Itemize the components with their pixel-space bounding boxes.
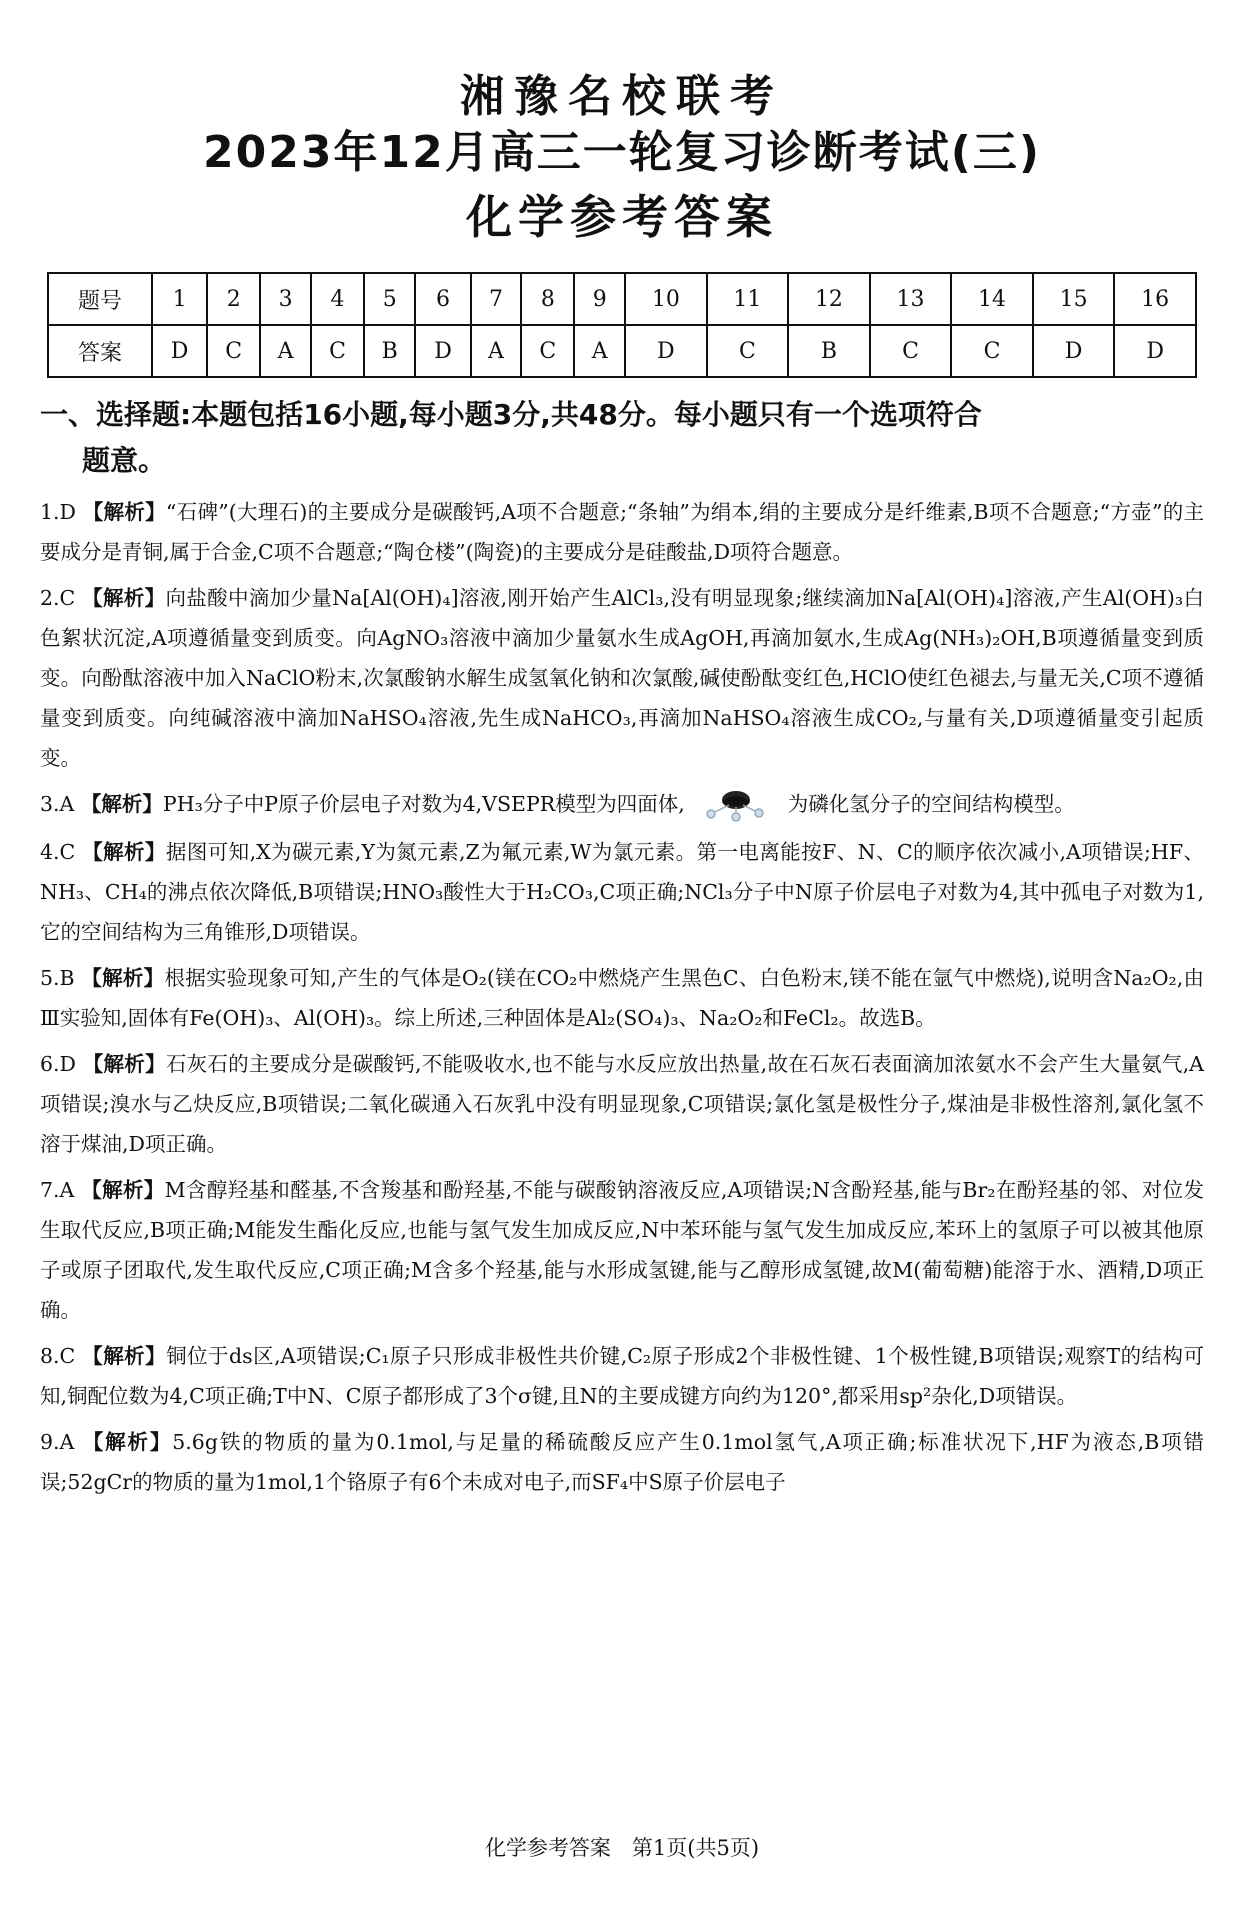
answer-cell: A: [574, 325, 625, 377]
question-explanation-4: [40, 832, 1204, 952]
explanation-text: M含醇羟基和醛基,不含羧基和酚羟基,不能与碳酸钠溶液反应,A项错误;N含酚羟基,能与Br₂在酚羟基的邻、对位发生取代反应,B项正确;M能发生酯化反应,也能与氢气发生加成反应,N中苯环能与氢气发生加成反应,苯环上的氢原子可以被其他原子或原子团取代,发生取代反应,C项正确;M含多个羟基,能与水形成氢键,能与乙醇形成氢键,故M(葡萄糖)能溶于水、酒精,D项正确。: [40, 1177, 1204, 1322]
explanation-text: 向盐酸中滴加少量Na[Al(OH)₄]溶液,刚开始产生AlCl₃,没有明显现象;继续滴加Na[Al(OH)₄]溶液,产生Al(OH)₃白色絮状沉淀,A项遵循量变到质变。向AgNO₃溶液中滴加少量氨水生成AgOH,再滴加氨水,生成Ag(NH₃)₂OH,B项遵循量变到质变。向酚酞溶液中加入NaClO粉末,次氯酸钠水解生成氢氧化钠和次氯酸,碱使酚酞变红色,HClO使红色褪去,与量无关,C项不遵循量变到质变。向纯碱溶液中滴加NaHSO₄溶液,先生成NaHCO₃,再滴加NaHSO₄溶液生成CO₂,与量有关,D项遵循量变引起质变。: [40, 586, 1204, 770]
question-number-cell: 15: [1033, 273, 1115, 325]
explanation-text-continued: 为磷化氢分子的空间结构模型。: [787, 792, 1075, 816]
question-explanation-9: [40, 1422, 1204, 1502]
answer-table: [47, 272, 1197, 378]
answer-table-number-row: [48, 273, 1196, 325]
explanation-text: 据图可知,X为碳元素,Y为氮元素,Z为氟元素,W为氯元素。第一电离能按F、N、C的顺序依次减小,A项错误;HF、NH₃、CH₄的沸点依次降低,B项错误;HNO₃酸性大于H₂CO₃,C项正确;NCl₃分子中N原子价层电子对数为4,其中孤电子对数为1,它的空间结构为三角锥形,D项错误。: [40, 839, 1204, 944]
question-number-cell: 4: [311, 273, 364, 325]
question-number: 1.D: [40, 500, 76, 524]
question-number: 8.C: [40, 1343, 76, 1368]
question-explanation-2: [40, 578, 1204, 778]
question-number-cell: 10: [625, 273, 707, 325]
section-heading: [40, 392, 1204, 484]
question-number-cell: 1: [152, 273, 207, 325]
question-number-cell: 3: [260, 273, 311, 325]
answer-cell: D: [1033, 325, 1115, 377]
subject-title: 化学参考答案: [466, 190, 778, 244]
question-explanation-1: [40, 492, 1204, 572]
answer-cell: B: [788, 325, 870, 377]
question-number-cell: 9: [574, 273, 625, 325]
analysis-tag: 【解析】: [82, 839, 166, 864]
question-explanation-3: [40, 784, 1204, 826]
explanation-text: 根据实验现象可知,产生的气体是O₂(镁在CO₂中燃烧产生黑色C、白色粉末,镁不能在氩气中燃烧),说明含Na₂O₂,由Ⅲ实验知,固体有Fe(OH)₃、Al(OH)₃。综上所述,三种固体是Al₂(SO₄)₃、Na₂O₂和FeCl₂。故选B。: [40, 965, 1204, 1030]
explanation-text: 石灰石的主要成分是碳酸钙,不能吸收水,也不能与水反应放出热量,故在石灰石表面滴加浓氨水不会产生大量氨气,A项错误;溴水与乙炔反应,B项错误;二氧化碳通入石灰乳中没有明显现象,C项错误;氯化氢是极性分子,煤油是非极性溶剂,氯化氢不溶于煤油,D项正确。: [40, 1051, 1204, 1156]
analysis-tag: 【解析】: [82, 1429, 173, 1454]
question-explanation-7: [40, 1170, 1204, 1330]
section-heading-line1: 一、选择题:本题包括16小题,每小题3分,共48分。每小题只有一个选项符合: [40, 398, 982, 431]
answer-cell: C: [951, 325, 1033, 377]
section-heading-line2: 题意。: [82, 444, 167, 477]
answer-table-answer-row: [48, 325, 1196, 377]
answer-cell: A: [471, 325, 522, 377]
analysis-tag: 【解析】: [82, 586, 166, 610]
explanation-text: “石碑”(大理石)的主要成分是碳酸钙,A项不合题意;“条轴”为绢本,绢的主要成分是纤维素,B项不合题意;“方壶”的主要成分是青铜,属于合金,C项不合题意;“陶仓楼”(陶瓷)的主要成分是硅酸盐,D项符合题意。: [40, 500, 1204, 564]
answer-cell: B: [364, 325, 415, 377]
question-number-cell: 14: [951, 273, 1033, 325]
question-number: 4.C: [40, 839, 76, 864]
answer-cell: D: [625, 325, 707, 377]
explanation-text: 铜位于ds区,A项错误;C₁原子只形成非极性共价键,C₂原子形成2个非极性键、1个极性键,B项错误;观察T的结构可知,铜配位数为4,C项正确;T中N、C原子都形成了3个σ键,且N的主要成键方向约为120°,都采用sp²杂化,D项错误。: [40, 1343, 1204, 1408]
question-number-cell: 8: [521, 273, 574, 325]
phosphine-molecule-model-icon: [691, 786, 781, 826]
question-explanation-6: [40, 1044, 1204, 1164]
analysis-tag: 【解析】: [82, 500, 166, 524]
question-number-cell: 7: [471, 273, 522, 325]
analysis-tag: 【解析】: [81, 965, 165, 990]
answer-cell: D: [1114, 325, 1196, 377]
exam-alliance-title: 湘豫名校联考: [460, 71, 784, 122]
answer-cell: C: [870, 325, 952, 377]
explanation-text: PH₃分子中P原子价层电子对数为4,VSEPR模型为四面体,: [162, 792, 685, 816]
answer-cell: C: [311, 325, 364, 377]
question-explanation-5: [40, 958, 1204, 1038]
analysis-tag: 【解析】: [82, 1051, 166, 1076]
answer-cell: C: [521, 325, 574, 377]
answer-cell: D: [152, 325, 207, 377]
explanation-text: 5.6g铁的物质的量为0.1mol,与足量的稀硫酸反应产生0.1mol氢气,A项正确;标准状况下,HF为液态,B项错误;52gCr的物质的量为1mol,1个铬原子有6个未成对电子,而SF₄中S原子价层电子: [40, 1429, 1205, 1494]
question-number: 2.C: [40, 586, 76, 610]
page-footer: 化学参考答案 第1页(共5页): [484, 1836, 760, 1860]
analysis-tag: 【解析】: [80, 792, 163, 816]
question-number: 9.A: [40, 1429, 75, 1454]
question-number: 7.A: [40, 1177, 75, 1202]
question-explanation-8: [40, 1336, 1204, 1416]
row-label-answer: 答案: [48, 325, 152, 377]
analysis-tag: 【解析】: [81, 1177, 165, 1202]
question-number: 3.A: [40, 792, 75, 816]
answer-cell: C: [207, 325, 260, 377]
question-number-cell: 5: [364, 273, 415, 325]
question-number-cell: 13: [870, 273, 952, 325]
analysis-tag: 【解析】: [82, 1343, 167, 1368]
question-number: 6.D: [40, 1051, 76, 1076]
answer-cell: A: [260, 325, 311, 377]
question-number-cell: 2: [207, 273, 260, 325]
exam-name-title: 2023年12月高三一轮复习诊断考试(三): [203, 127, 1041, 178]
answer-cell: D: [415, 325, 470, 377]
question-number-cell: 12: [788, 273, 870, 325]
question-number-cell: 16: [1114, 273, 1196, 325]
question-number-cell: 11: [707, 273, 789, 325]
question-number: 5.B: [40, 965, 75, 990]
answer-cell: C: [707, 325, 789, 377]
row-label-number: 题号: [48, 273, 152, 325]
question-number-cell: 6: [415, 273, 470, 325]
